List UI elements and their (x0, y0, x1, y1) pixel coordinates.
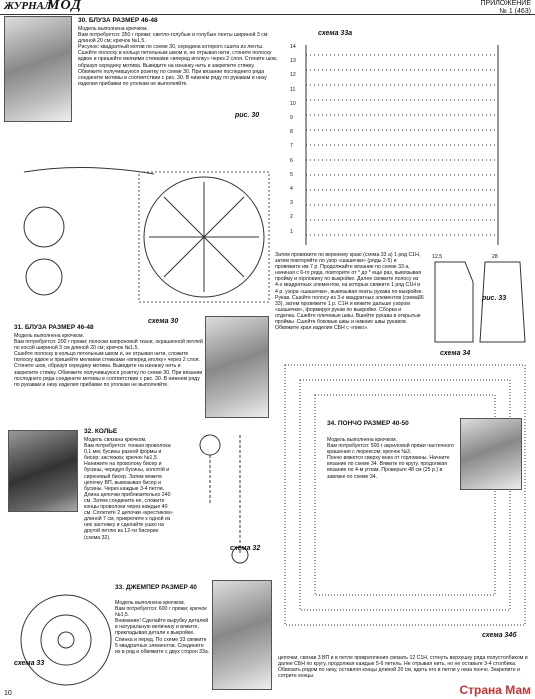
dim-label: 12,5 (432, 254, 443, 260)
item-33-title: 33. ДЖЕМПЕР РАЗМЕР 40 (115, 584, 197, 591)
item-31-text: Модель выполнена крючком. Вам потребуется: 200 г пряжи; полоски капроновой ткани, окрашенной петлей по косой шириной 3 см длиной 20 см; крючок №1,5. Сшейте полоску в кольцо петельным швом и, не отрывая нити, сложите полоску вдвое и пришейте мелкими стежками «вперед иголку» через 2 слоя. Стяните шов, образуя середину мотива. Выведите на изнанку нить и закрепите стяжку. Обвяжите получившуюся розетку по схеме 30. При вязании последнего ряда соедините мотивы в соответствии с рис. 30. В нижнем ряду по рукавам и низу изделия прибавки по уголкам не выполняйте. (14, 333, 203, 388)
scheme-32-label: схема 32 (230, 545, 261, 552)
jumper-pattern-pieces (425, 252, 530, 352)
scheme-30-label: схема 30 (148, 318, 179, 325)
scheme-33a-chart (288, 40, 528, 250)
poncho-34-finish-text: цепочки, связав 3 ВП и в петле прикрепления связать 12 С1Н, стянуть верхушку ряда полустолбиком и далее СБН по кругу, продолжая каждые 5-6 петель. Не отрывая нить, но не оставьте 3-4 столбика. Обвязать рядом по низу, оставляя концы длиной 20 см, вдеть его в петли у низа пончо. Закрепите и сотрите концы. (278, 655, 528, 680)
watermark: Страна Мам (459, 683, 531, 697)
rosette-2 (26, 259, 62, 295)
magazine-label: ЖУРНАЛ (4, 0, 52, 12)
item-33-text: Модель выполнена крючком. Вам потребуется: 600 г пряжи; крючок №1,5. Внимание! Сделайте вырубку деталей в натуральную величину и вяжите, прикладывая детали к выкройке. Спинка и перед. По схеме 33 свяжите 5 квадратных элементов. Соедините их в ряд и обвяжите с двух сторон 33а. (115, 600, 210, 655)
item-34-title: 34. ПОНЧО РАЗМЕР 40-50 (327, 420, 409, 427)
supplement-info: ПРИЛОЖЕНИЕ № 1 (463) (480, 0, 531, 15)
jumper-33-photo (212, 580, 272, 690)
item-34-text: Модель выполнена крючком. Вам потребуется: 500 г акриловой пряжи частичного крашения с люрексом; крючок №3. Пончо вяжется сверху вниз от горловины. Начните вязание по схеме 34. Вяжите по кругу, продолжая вязание по 4-м углам. Проверьте 48 см (25 р.) в завязке по схеме 34. (327, 437, 454, 480)
blouse-30-photo (4, 16, 72, 122)
scheme-33a-label: схема 33а (318, 30, 353, 37)
diagram-30 (4, 152, 284, 312)
scheme-33-label: схема 33 (14, 660, 45, 667)
row-numbers: 14 13 12 11 10 9 8 7 6 5 4 3 2 1 (290, 44, 296, 235)
tape-strip (24, 167, 154, 174)
page-number: 10 (4, 690, 12, 697)
item-30-text: Модель выполнена крючком. Вам потребуется: 350 г пряжи; светло-голубые и голубые ленты шириной 3 см длиной 20 см; крючок №1,5. Рисунок: квадратный мотив по схеме 30, середина которого сшита из ленты. Сшейте полоску в кольцо петельным швом и, не отрывая нити, стяните полоску вдвое и пришейте мелкими стежками «вперед иголку» через 2 слоя. Стяните шов, образуя середину мотива. Выведите на изнанку нить и закрепите стяжку. Обвяжите получившуюся розетку по схеме 30. При вязании последнего ряда соедините мотивы в соответствии с рис. 30. В нижнем ряду по рукавам и низу изделия прибавки по уголкам не выполняйте. (78, 26, 278, 87)
dim-label: 36 (418, 295, 424, 301)
scheme-34-label: схема 34 (440, 350, 471, 357)
fig-30-label: рис. 30 (235, 112, 260, 119)
item-31-title: 31. БЛУЗА РАЗМЕР 46-48 (14, 324, 94, 331)
dim-label: 28 (492, 254, 498, 260)
scheme-34b-label: схема 34б (482, 632, 517, 639)
fig-33-label: рис. 33 (482, 295, 507, 302)
item-30-title: 30. БЛУЗА РАЗМЕР 46-48 (78, 17, 158, 24)
scheme-34-chart (280, 360, 530, 630)
magazine-logo: МОД (47, 0, 82, 13)
necklace-32-photo (8, 430, 78, 512)
poncho-34-photo (460, 418, 522, 490)
scheme-33-diagram (6, 590, 126, 690)
jumper-33-continued-text: Затем провяжите по верхнему краю (схема 33 а) 1 ряд С1Н, затем повторяйте по узор «шашечки» (ряды 2-5) и провяжите им 7 р. Продолжайте вязание по схеме 33 а, начиная с 6-го ряда, повторите от * до * еще раз, вывязывая пройму и горловину по выкройке. Далее свяжите полосу из 4-х квадратных элементов, на которых свяжите 1 ряд С1Н и 4 р. узора «шашечки», вывязывая окаты рукава по выкройке. Рукав. Сшейте полосу из 3-х квадратных элементов (схема 33), затем провяжите 1 р. С1Н и вяжите дальше узором «шашечки», формируя рукав по выкройке. Сборка и отделка. Сшейте плечевые швы. Вшейте рукава в открытые проймы. Сшейте боковые швы и нижние швы рукавов. Обвяжите края изделия СБН с «пико». (275, 252, 423, 332)
blouse-31-photo (205, 316, 269, 418)
item-32-title: 32. КОЛЬЕ (84, 428, 118, 435)
motif-spokes (149, 182, 259, 292)
rosette-1 (24, 207, 64, 247)
item-32-text: Модель связана крючком. Вам потребуется: тонкая проволока 0,1 мм; бусины разной формы и бисер; застежка; крючок №1,5. Нанижите на проволоку бисер и бусины, чередуя бусины, золотой и сиреневый бисер. Затем вяжите цепочку ВП, вывязывая бисер и бусины. Через каждые 3-4 петли. Длина цепочки приблизительно 240 см. Затем соедините ее, сложите концы проволоки через каждые 40 см. Сплетите 2 цепочки «крестиком» длиной 7 см, прикрепите к одной из них застежку и сделайте ушко на другой петлю из 12-ти бисерин (схема 32). (84, 437, 173, 541)
